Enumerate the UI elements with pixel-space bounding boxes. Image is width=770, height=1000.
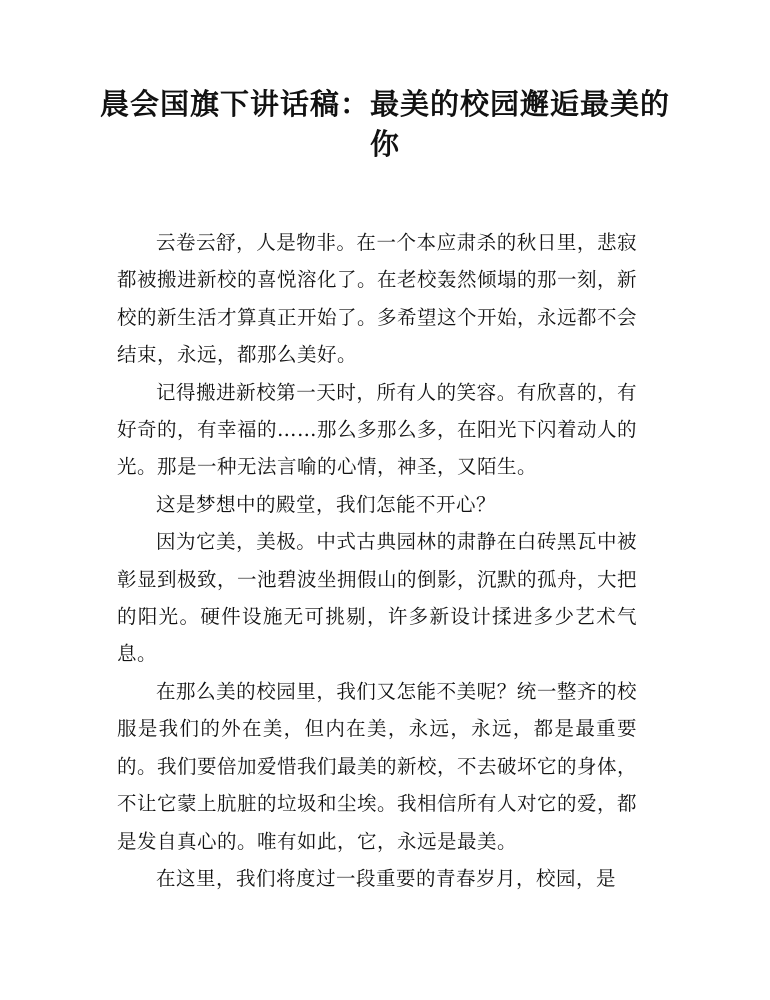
paragraph-1: 云卷云舒，人是物非。在一个本应肃杀的秋日里，悲寂都被搬进新校的喜悦溶化了。在老校轰然倾塌的那一刻，新校的新生活才算真正开始了。多希望这个开始，永远都不会结束，永远，都那么美好。 [117,231,638,367]
paragraph-3: 这是梦想中的殿堂，我们怎能不开心？ [156,492,497,516]
page-title: 晨会国旗下讲话稿：最美的校园邂逅最美的你 [100,87,671,161]
paragraph-2: 记得搬进新校第一天时，所有人的笑容。有欣喜的，有好奇的，有幸福的……那么多那么多，在阳光下闪着动人的光。那是一种无法言喻的心情，神圣，又陌生。 [117,380,638,479]
document-body [117,224,637,897]
paragraph-4: 因为它美，美极。中式古典园林的肃静在白砖黑瓦中被彰显到极致，一池碧波坐拥假山的倒影，沉默的孤舟，大把的阳光。硬件设施无可挑剔，许多新设计揉进多少艺术气息。 [117,530,638,666]
paragraph-6: 在这里，我们将度过一段重要的青春岁月，校园，是 [156,866,617,890]
paragraph-5: 在那么美的校园里，我们又怎能不美呢？统一整齐的校服是我们的外在美，但内在美，永远，永远，都是最重要的。我们要倍加爱惜我们最美的新校，不去破坏它的身体，不让它蒙上肮脏的垃圾和尘埃。我相信所有人对它的爱，都是发自真心的。唯有如此，它，永远是最美。 [117,679,638,853]
